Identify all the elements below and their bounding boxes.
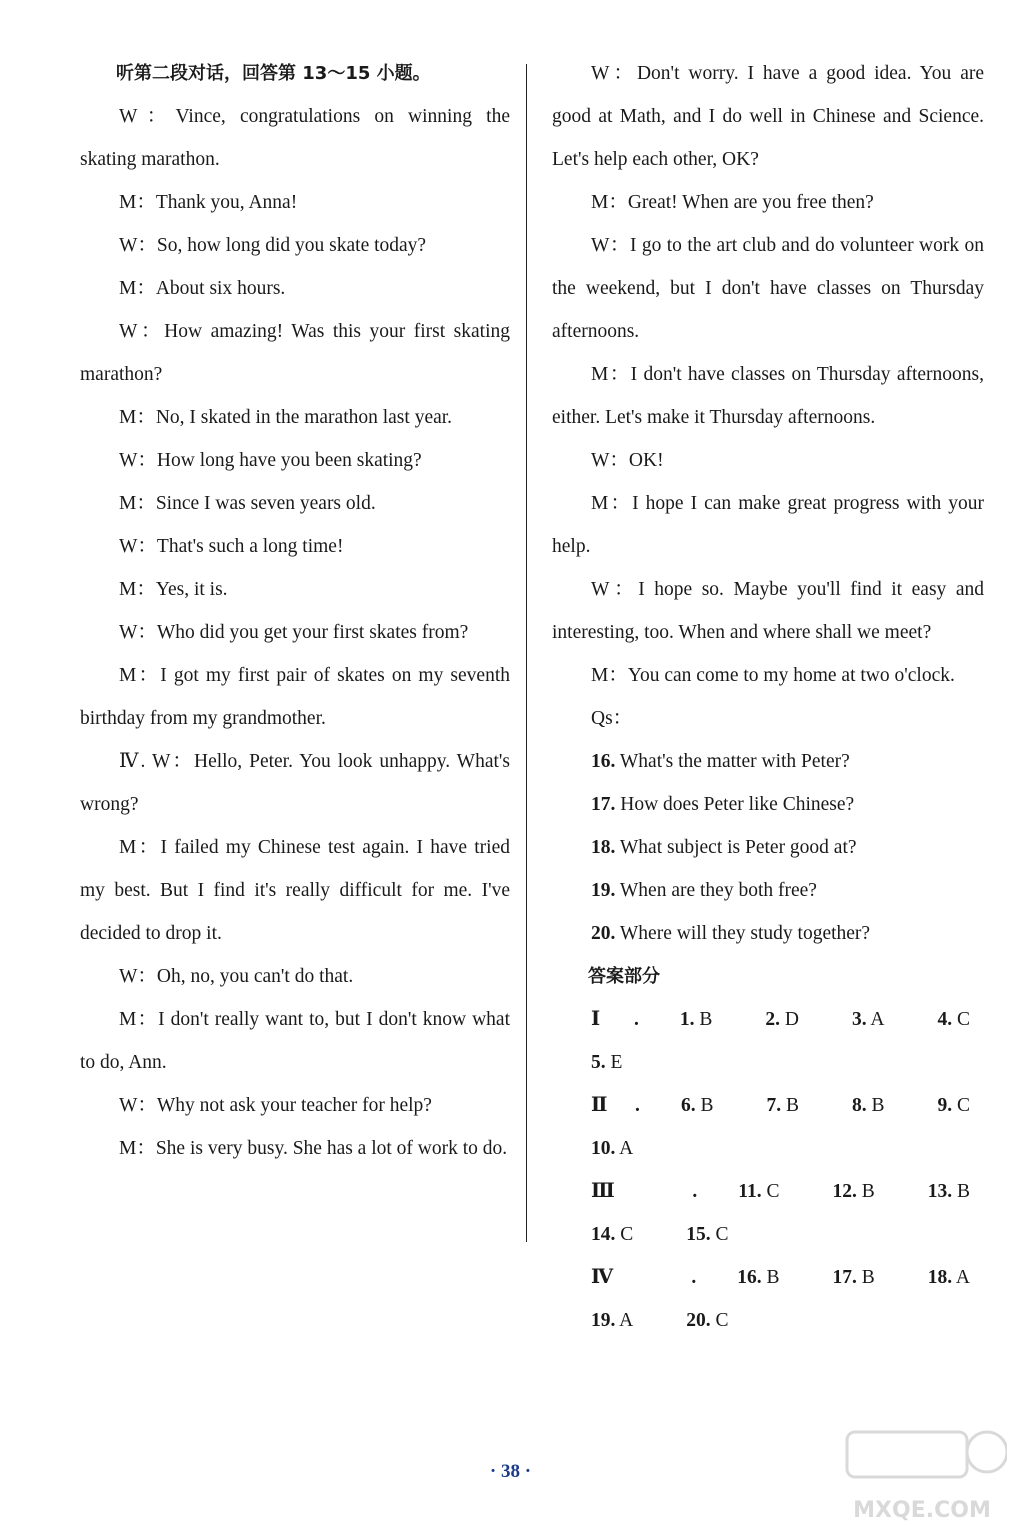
- question-number: 18.: [591, 837, 616, 858]
- dialogue-line: M：I don't really want to, but I don't know what to do, Ann.: [80, 1009, 510, 1073]
- dialogue-line: W：I go to the art club and do volunteer work on the weekend, but I don't have classes on Thursday afternoons.: [552, 235, 984, 342]
- dialogue-line: W：How amazing! Was this your first skating marathon?: [80, 321, 510, 385]
- question-item: [552, 740, 984, 783]
- answer-item: 6. B: [680, 1095, 714, 1116]
- answer-section-numeral: Ⅳ.: [591, 1267, 697, 1288]
- dialogue-line: M：Since I was seven years old.: [119, 493, 376, 514]
- answer-item: 18. A: [927, 1267, 970, 1288]
- answer-item: 1. B: [679, 1009, 713, 1030]
- answers-section: [552, 955, 984, 1342]
- answer-item: 2. D: [765, 1009, 799, 1030]
- answer-item: 20. C: [686, 1310, 729, 1331]
- dialogue-line: W：I hope so. Maybe you'll find it easy and interesting, too. When and where shall we meet?: [552, 579, 984, 643]
- answer-item: 12. B: [832, 1181, 875, 1202]
- answers-heading: 答案部分: [588, 966, 660, 987]
- right-dialogue: [552, 52, 984, 740]
- dialogue-line: M：I hope I can make great progress with your help.: [552, 493, 984, 557]
- question-number: 17.: [591, 794, 616, 815]
- dialogue-line: M：Great! When are you free then?: [591, 192, 874, 213]
- dialogue-line: M：She is very busy. She has a lot of work to do.: [119, 1138, 508, 1159]
- dialogue-line: M：You can come to my home at two o'clock.: [591, 665, 955, 686]
- answer-item: 5. E: [591, 1052, 623, 1073]
- dialogue-line: W：That's such a long time!: [119, 536, 344, 557]
- dialogue-line: W：Don't worry. I have a good idea. You are good at Math, and I do well in Chinese and Science. Let's help each other, OK?: [552, 63, 984, 170]
- question-item: [552, 783, 984, 826]
- dialogue-line: M：No, I skated in the marathon last year.: [119, 407, 453, 428]
- answer-row: [552, 1170, 984, 1256]
- question-item: [552, 869, 984, 912]
- dialogue-line: M：I failed my Chinese test again. I have tried my best. But I find it's really difficult for me. I've decided to drop it.: [80, 837, 510, 944]
- question-text: How does Peter like Chinese?: [615, 794, 855, 815]
- answer-section-numeral: Ⅰ.: [591, 1009, 639, 1030]
- question-text: When are they both free?: [615, 880, 817, 901]
- answer-item: 11. C: [738, 1181, 780, 1202]
- dialogue-line: W：Why not ask your teacher for help?: [119, 1095, 432, 1116]
- answer-row: [552, 1084, 984, 1170]
- dialogue-line: M：About six hours.: [119, 278, 286, 299]
- dialogue-line: Ⅳ. W：Hello, Peter. You look unhappy. What's wrong?: [80, 751, 510, 815]
- dialogue-line: W：So, how long did you skate today?: [119, 235, 427, 256]
- answer-item: 15. C: [686, 1224, 729, 1245]
- question-text: Where will they study together?: [615, 923, 871, 944]
- dialogue-line: W：Who did you get your first skates from?: [119, 622, 469, 643]
- answer-item: 4. C: [937, 1009, 970, 1030]
- question-number: 20.: [591, 923, 616, 944]
- question-number: 19.: [591, 880, 616, 901]
- answer-row: [552, 1256, 984, 1342]
- dialogue-line: W：How long have you been skating?: [119, 450, 422, 471]
- page-number: · 38 ·: [489, 1461, 532, 1482]
- svg-text:MXQE.COM: MXQE.COM: [853, 1498, 991, 1523]
- answer-item: 8. B: [851, 1095, 885, 1116]
- answer-item: 13. B: [927, 1181, 970, 1202]
- right-column: [552, 52, 984, 1342]
- question-item: [552, 826, 984, 869]
- dialogue-line: M：I got my first pair of skates on my seventh birthday from my grandmother.: [80, 665, 510, 729]
- answer-item: 3. A: [851, 1009, 885, 1030]
- left-column: [80, 52, 510, 1170]
- dialogue-line: M：Thank you, Anna!: [119, 192, 298, 213]
- dialogue-line: M：I don't have classes on Thursday afternoons, either. Let's make it Thursday afternoons.: [552, 364, 984, 428]
- answer-row: [552, 998, 984, 1084]
- answer-rows: [552, 998, 984, 1342]
- question-number: 16.: [591, 751, 616, 772]
- answer-item: 17. B: [832, 1267, 875, 1288]
- answer-item: 19. A: [591, 1310, 634, 1331]
- answer-item: 7. B: [766, 1095, 799, 1116]
- question-text: What's the matter with Peter?: [615, 751, 850, 772]
- section-heading: 听第二段对话，回答第 13～15 小题。: [116, 63, 431, 84]
- answer-item: 10. A: [591, 1138, 634, 1159]
- question-item: [552, 912, 984, 955]
- dialogue-line: W：OK!: [591, 450, 664, 471]
- column-divider: [526, 64, 527, 1242]
- dialogue-line: W：Vince, congratulations on winning the skating marathon.: [80, 106, 510, 170]
- answer-item: 16. B: [737, 1267, 780, 1288]
- answer-item: 14. C: [591, 1224, 634, 1245]
- answer-section-numeral: Ⅲ.: [591, 1181, 698, 1202]
- questions-list: [552, 740, 984, 955]
- dialogue-line: W：Oh, no, you can't do that.: [119, 966, 354, 987]
- question-text: What subject is Peter good at?: [615, 837, 857, 858]
- dialogue-line: Qs：: [591, 708, 633, 729]
- answer-item: 9. C: [937, 1095, 970, 1116]
- watermark-logo: [837, 1412, 1007, 1530]
- dialogue-line: M：Yes, it is.: [119, 579, 228, 600]
- answer-section-numeral: Ⅱ.: [591, 1095, 640, 1116]
- left-dialogue: [80, 95, 510, 1170]
